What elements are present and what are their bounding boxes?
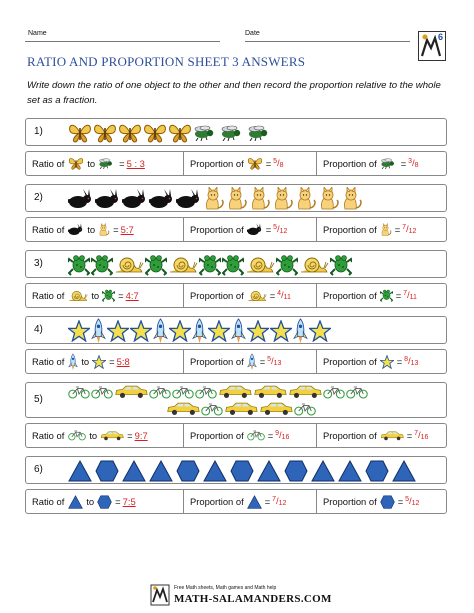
ratio-of-label: Ratio of <box>32 290 65 301</box>
ratio-cell <box>26 424 184 447</box>
butterfly-icon <box>68 123 92 143</box>
car-icon <box>224 402 258 416</box>
car-icon <box>218 385 252 399</box>
question-1-picture-row <box>25 118 447 146</box>
frog-icon <box>222 254 244 276</box>
denominator: 8 <box>414 162 419 169</box>
ratio-cell <box>26 284 184 307</box>
proportion-answer: $^7/_{11}$ <box>403 290 417 301</box>
hexagon-icon <box>95 460 119 482</box>
equals-sign: = <box>265 224 272 235</box>
car-icon <box>114 385 148 399</box>
question-number: 4) <box>34 324 43 335</box>
question-5-answer-row <box>25 423 447 448</box>
proportion-cell-1 <box>184 350 317 373</box>
bicycle-icon <box>91 386 113 399</box>
star-icon <box>309 320 331 342</box>
cat-icon <box>226 187 248 211</box>
proportion-cell-2 <box>317 284 446 307</box>
ratio-of-label: Ratio of <box>32 496 65 507</box>
bicycle-icon <box>195 386 217 399</box>
question-number: 6) <box>34 464 43 475</box>
proportion-answer: $^5/_8$ <box>273 158 284 169</box>
fly-icon <box>220 125 246 141</box>
date-label: Date <box>245 30 260 37</box>
instructions: Write down the ratio of one object to the other and then record the proportion relative to the whole set as a fraction. <box>27 80 441 106</box>
denominator: 16 <box>420 434 429 441</box>
snail-icon <box>114 256 144 274</box>
to-label: to <box>87 158 96 169</box>
butterfly-icon <box>247 157 263 170</box>
hexagon-icon <box>97 495 112 509</box>
fly-icon <box>98 158 116 169</box>
numerator: 7 <box>414 430 419 437</box>
car-icon <box>380 431 404 441</box>
footer-logo <box>150 584 340 608</box>
name-line <box>25 41 220 42</box>
question-5-objects-bottom <box>166 401 316 417</box>
hexagon-icon <box>284 460 308 482</box>
star-icon <box>208 320 230 342</box>
denominator: 12 <box>278 500 287 507</box>
question-1-answer-row <box>25 151 447 176</box>
rabbit-icon <box>176 189 202 209</box>
car-icon <box>259 402 293 416</box>
numerator: 9 <box>275 430 280 437</box>
rocket-icon <box>231 318 246 344</box>
bicycle-icon <box>201 403 223 416</box>
proportion-cell-1 <box>184 424 317 447</box>
equals-sign: = <box>265 158 272 169</box>
car-icon <box>100 431 124 441</box>
numerator: 5 <box>267 356 272 363</box>
question-5-picture-row <box>25 382 447 418</box>
to-label: to <box>81 356 90 367</box>
proportion-answer: $^7/_{16}$ <box>414 430 429 441</box>
cat-icon <box>380 223 392 237</box>
question-2-picture-row <box>25 184 447 212</box>
proportion-answer: $^5/_{12}$ <box>405 496 420 507</box>
proportion-cell-2 <box>317 218 446 241</box>
star-icon <box>68 320 90 342</box>
proportion-cell-1 <box>184 218 317 241</box>
equals-sign: = <box>259 356 266 367</box>
to-label: to <box>86 496 95 507</box>
denominator: 13 <box>273 360 282 367</box>
equals-sign: = <box>109 356 115 367</box>
cat-icon <box>249 187 271 211</box>
fly-icon <box>193 125 219 141</box>
frog-icon <box>276 254 298 276</box>
name-date-header <box>25 30 449 44</box>
proportion-cell-2 <box>317 350 446 373</box>
equals-sign: = <box>264 496 271 507</box>
proportion-of-label: Proportion of <box>190 430 244 441</box>
snail-icon <box>68 290 88 302</box>
proportion-cell-2 <box>317 490 446 513</box>
proportion-of-label: Proportion of <box>323 430 377 441</box>
equals-sign: = <box>119 158 125 169</box>
hexagon-icon <box>365 460 389 482</box>
proportion-cell-1 <box>184 152 317 175</box>
question-number: 5) <box>34 394 43 405</box>
butterfly-icon <box>143 123 167 143</box>
numerator: 8 <box>404 356 409 363</box>
numerator: 7 <box>402 224 407 231</box>
numerator: 7 <box>272 496 277 503</box>
footer-tagline: Free Math sheets, Math games and Math help <box>174 585 277 591</box>
proportion-answer: $^5/_{12}$ <box>273 224 288 235</box>
fly-icon <box>380 158 398 169</box>
triangle-icon <box>203 460 227 482</box>
proportion-cell-1 <box>184 490 317 513</box>
hexagon-icon <box>176 460 200 482</box>
bicycle-icon <box>323 386 345 399</box>
star-icon <box>130 320 152 342</box>
numerator: 5 <box>273 158 278 165</box>
question-1-objects <box>68 121 273 145</box>
rabbit-icon <box>122 189 148 209</box>
denominator: 8 <box>279 162 284 169</box>
equals-sign: = <box>394 224 401 235</box>
ratio-cell <box>26 152 184 175</box>
bicycle-icon <box>68 430 86 441</box>
ratio-answer: 5:7 <box>120 224 134 235</box>
proportion-cell-2 <box>317 424 446 447</box>
frog-icon <box>380 289 393 302</box>
denominator: 11 <box>409 294 417 301</box>
proportion-answer: $^7/_{12}$ <box>402 224 417 235</box>
equals-sign: = <box>267 430 274 441</box>
cat-icon <box>98 223 110 237</box>
denominator: 12 <box>279 228 288 235</box>
proportion-of-label: Proportion of <box>190 290 244 301</box>
rocket-icon <box>153 318 168 344</box>
star-icon <box>92 355 106 369</box>
ratio-answer: 4:7 <box>125 290 139 301</box>
grade-number: 6 <box>437 32 443 42</box>
equals-sign: = <box>395 290 402 301</box>
ratio-of-label: Ratio of <box>32 224 65 235</box>
to-label: to <box>89 430 98 441</box>
proportion-answer: $^7/_{12}$ <box>272 496 287 507</box>
star-icon <box>107 320 129 342</box>
cat-icon <box>295 187 317 211</box>
question-5-objects-top <box>68 384 368 400</box>
proportion-of-label: Proportion of <box>190 224 244 235</box>
footer-brand: MATH-SALAMANDERS.COM <box>174 593 332 605</box>
ratio-cell <box>26 350 184 373</box>
equals-sign: = <box>396 356 403 367</box>
frog-icon <box>145 254 167 276</box>
star-icon <box>247 320 269 342</box>
question-4-answer-row <box>25 349 447 374</box>
question-6-answer-row <box>25 489 447 514</box>
butterfly-icon <box>68 157 84 170</box>
denominator: 12 <box>411 500 420 507</box>
question-3-objects <box>68 253 352 277</box>
numerator: 5 <box>405 496 410 503</box>
rocket-icon <box>293 318 308 344</box>
equals-sign: = <box>113 224 119 235</box>
proportion-of-label: Proportion of <box>323 496 377 507</box>
frog-icon <box>330 254 352 276</box>
name-label: Name <box>28 30 47 37</box>
rabbit-icon <box>247 223 263 236</box>
proportion-answer: $^5/_{13}$ <box>267 356 282 367</box>
denominator: 12 <box>408 228 417 235</box>
equals-sign: = <box>115 496 121 507</box>
rabbit-icon <box>95 189 121 209</box>
butterfly-icon <box>118 123 142 143</box>
question-2-objects <box>68 187 363 211</box>
frog-icon <box>199 254 221 276</box>
proportion-of-label: Proportion of <box>323 356 377 367</box>
triangle-icon <box>68 495 83 509</box>
equals-sign: = <box>127 430 133 441</box>
page-title: RATIO AND PROPORTION SHEET 3 ANSWERS <box>27 54 306 69</box>
proportion-answer: $^4/_{11}$ <box>277 290 291 301</box>
frog-icon <box>91 254 113 276</box>
bicycle-icon <box>68 386 90 399</box>
denominator: 13 <box>410 360 419 367</box>
rocket-icon <box>91 318 106 344</box>
bicycle-icon <box>247 430 265 441</box>
worksheet <box>25 118 447 522</box>
proportion-answer: $^8/_{13}$ <box>404 356 419 367</box>
triangle-icon <box>311 460 335 482</box>
ratio-of-label: Ratio of <box>32 356 65 367</box>
snail-icon <box>299 256 329 274</box>
rabbit-icon <box>68 223 84 236</box>
question-6-picture-row <box>25 456 447 484</box>
equals-sign: = <box>269 290 276 301</box>
butterfly-icon <box>93 123 117 143</box>
numerator: 4 <box>277 290 282 297</box>
ratio-of-label: Ratio of <box>32 158 65 169</box>
triangle-icon <box>68 460 92 482</box>
date-line <box>245 41 410 42</box>
question-4-objects <box>68 319 331 343</box>
ratio-answer: 5 : 3 <box>126 158 145 169</box>
salamander-icon <box>150 584 170 606</box>
bicycle-icon <box>346 386 368 399</box>
triangle-icon <box>392 460 416 482</box>
ratio-answer: 5:8 <box>116 356 130 367</box>
fly-icon <box>247 125 273 141</box>
question-2-answer-row <box>25 217 447 242</box>
to-label: to <box>87 224 96 235</box>
question-3-picture-row <box>25 250 447 278</box>
rocket-icon <box>192 318 207 344</box>
triangle-icon <box>338 460 362 482</box>
equals-sign: = <box>118 290 124 301</box>
equals-sign: = <box>397 496 404 507</box>
equals-sign: = <box>400 158 407 169</box>
car-icon <box>253 385 287 399</box>
car-icon <box>166 402 200 416</box>
numerator: 7 <box>403 290 408 297</box>
hexagon-icon <box>380 495 395 509</box>
equals-sign: = <box>406 430 413 441</box>
snail-icon <box>245 256 275 274</box>
proportion-of-label: Proportion of <box>190 356 244 367</box>
grade-logo <box>418 31 446 61</box>
cat-icon <box>272 187 294 211</box>
star-icon <box>270 320 292 342</box>
cat-icon <box>203 187 225 211</box>
numerator: 5 <box>273 224 278 231</box>
cat-icon <box>318 187 340 211</box>
snail-icon <box>247 290 267 302</box>
to-label: to <box>91 290 100 301</box>
triangle-icon <box>257 460 281 482</box>
bicycle-icon <box>149 386 171 399</box>
numerator: 3 <box>408 158 413 165</box>
question-4-picture-row <box>25 316 447 344</box>
question-number: 3) <box>34 258 43 269</box>
star-icon <box>169 320 191 342</box>
question-3-answer-row <box>25 283 447 308</box>
ratio-answer: 9:7 <box>134 430 148 441</box>
frog-icon <box>68 254 90 276</box>
question-number: 1) <box>34 126 43 137</box>
triangle-icon <box>149 460 173 482</box>
snail-icon <box>168 256 198 274</box>
proportion-answer: $^3/_8$ <box>408 158 419 169</box>
rocket-icon <box>68 353 78 371</box>
bicycle-icon <box>172 386 194 399</box>
proportion-of-label: Proportion of <box>190 496 244 507</box>
rabbit-icon <box>149 189 175 209</box>
rabbit-icon <box>68 189 94 209</box>
butterfly-icon <box>168 123 192 143</box>
question-number: 2) <box>34 192 43 203</box>
ratio-answer: 7:5 <box>122 496 136 507</box>
proportion-of-label: Proportion of <box>323 224 377 235</box>
car-icon <box>288 385 322 399</box>
proportion-of-label: Proportion of <box>323 290 377 301</box>
denominator: 16 <box>281 434 290 441</box>
ratio-cell <box>26 218 184 241</box>
triangle-icon <box>122 460 146 482</box>
denominator: 11 <box>283 294 291 301</box>
proportion-of-label: Proportion of <box>323 158 377 169</box>
proportion-cell-1 <box>184 284 317 307</box>
bicycle-icon <box>294 403 316 416</box>
rocket-icon <box>247 353 257 371</box>
star-icon <box>380 355 394 369</box>
question-6-objects <box>68 459 416 483</box>
ratio-of-label: Ratio of <box>32 430 65 441</box>
proportion-answer: $^9/_{16}$ <box>275 430 290 441</box>
ratio-cell <box>26 490 184 513</box>
cat-icon <box>341 187 363 211</box>
proportion-cell-2 <box>317 152 446 175</box>
proportion-of-label: Proportion of <box>190 158 244 169</box>
hexagon-icon <box>230 460 254 482</box>
triangle-icon <box>247 495 262 509</box>
frog-icon <box>102 289 115 302</box>
